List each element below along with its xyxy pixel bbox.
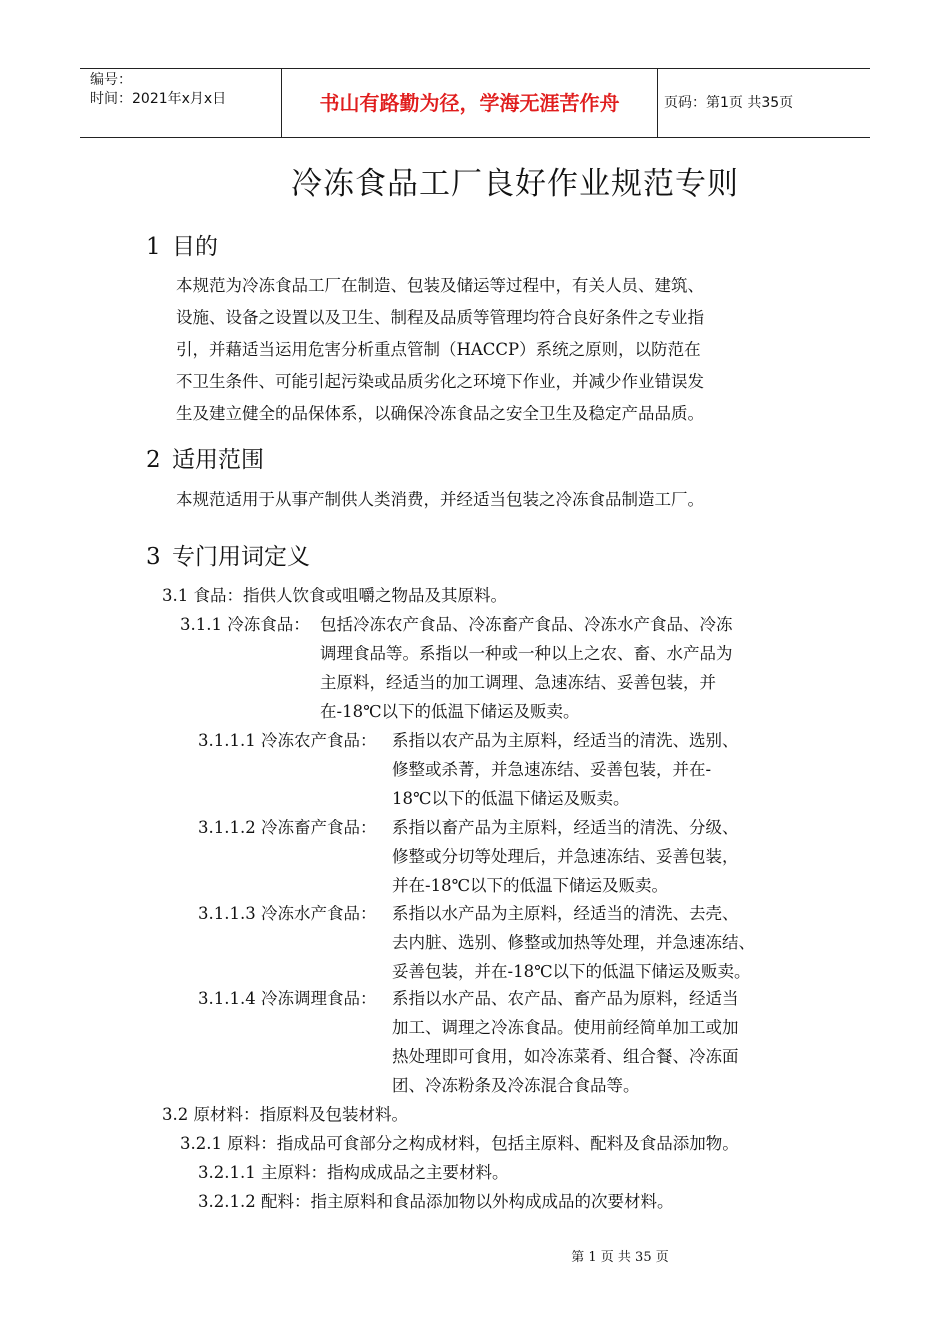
page-info: 页码：第1页 共35页 [664, 95, 794, 111]
definition-line: 调理食品等。系指以一种或一种以上之农、畜、水产品为 [320, 644, 733, 663]
date-label: 时间：2021年x月x日 [90, 91, 227, 107]
definition-label: 3.1.1.3 冷冻水产食品： [198, 904, 377, 923]
definition-label: 3.1.1 冷冻食品： [180, 615, 310, 634]
definition-body [392, 899, 755, 986]
section-number: 3 [146, 544, 161, 570]
section-title: 适用范围 [172, 447, 264, 473]
definition-line: 包括冷冻农产食品、冷冻畜产食品、冷冻水产食品、冷冻 [320, 615, 733, 634]
paragraph-line: 设施、设备之设置以及卫生、制程及品质等管理均符合良好条件之专业指 [176, 308, 704, 327]
definition-body [320, 610, 733, 726]
definition-line: 主原料，经适当的加工调理、急速冻结、妥善包装，并 [320, 673, 716, 692]
definition-line: 热处理即可食用，如冷冻菜肴、组合餐、冷冻面 [392, 1047, 739, 1066]
section-heading-1 [146, 228, 218, 261]
definition-line: 系指以水产品、农产品、畜产品为原料，经适当 [392, 989, 739, 1008]
definition-line: 系指以水产品为主原料，经适当的清洗、去壳、 [392, 904, 739, 923]
definition-3-1: 3.1 食品：指供人饮食或咀嚼之物品及其原料。 [162, 586, 507, 605]
section-1-paragraph [176, 270, 816, 430]
definition-line: 系指以农产品为主原料，经适当的清洗、选别、 [392, 731, 739, 750]
motto: 书山有路勤为径，学海无涯苦作舟 [282, 69, 658, 137]
header-table [80, 68, 870, 138]
definition-line: 团、冷冻粉条及冷冻混合食品等。 [392, 1076, 640, 1095]
paragraph-line: 不卫生条件、可能引起污染或品质劣化之环境下作业，并减少作业错误发 [176, 372, 704, 391]
paragraph-line: 本规范为冷冻食品工厂在制造、包装及储运等过程中，有关人员、建筑、 [176, 276, 704, 295]
paragraph-line: 生及建立健全的品保体系，以确保冷冻食品之安全卫生及稳定产品品质。 [176, 404, 704, 423]
definition-3-2-1-2: 3.2.1.2 配料：指主原料和食品添加物以外构成成品的次要材料。 [198, 1192, 674, 1211]
definition-line: 妥善包装，并在-18℃以下的低温下储运及贩卖。 [392, 962, 751, 981]
definition-3-2: 3.2 原材料：指原料及包装材料。 [162, 1105, 408, 1124]
definition-label: 3.1.1.1 冷冻农产食品： [198, 731, 377, 750]
paragraph-line: 引，并藉适当运用危害分析重点管制（HACCP）系统之原则，以防范在 [176, 340, 701, 359]
definition-line: 加工、调理之冷冻食品。使用前经简单加工或加 [392, 1018, 739, 1037]
definition-body [392, 984, 739, 1100]
definition-line: 并在-18℃以下的低温下储运及贩卖。 [392, 876, 669, 895]
page-footer: 第 1 页 共 35 页 [571, 1250, 669, 1265]
definition-body [392, 813, 739, 900]
section-title: 专门用词定义 [172, 544, 310, 570]
definition-label: 3.1.1.2 冷冻畜产食品： [198, 818, 377, 837]
definition-line: 修整或分切等处理后，并急速冻结、妥善包装， [392, 847, 739, 866]
definition-line: 系指以畜产品为主原料，经适当的清洗、分级、 [392, 818, 739, 837]
definition-3-2-1: 3.2.1 原料：指成品可食部分之构成材料，包括主原料、配料及食品添加物。 [180, 1134, 739, 1153]
definition-line: 在-18℃以下的低温下储运及贩卖。 [320, 702, 580, 721]
definition-line: 修整或杀菁，并急速冻结、妥善包装，并在- [392, 760, 712, 779]
section-2-paragraph [176, 484, 816, 516]
definition-line: 去内脏、选别、修整或加热等处理，并急速冻结、 [392, 933, 755, 952]
definition-3-2-1-1: 3.2.1.1 主原料：指构成成品之主要材料。 [198, 1163, 509, 1182]
header-meta-cell [80, 69, 282, 137]
section-number: 2 [146, 447, 161, 473]
paragraph-line: 本规范适用于从事产制供人类消费，并经适当包装之冷冻食品制造工厂。 [176, 490, 704, 509]
section-heading-3 [146, 538, 310, 571]
section-heading-2 [146, 441, 264, 474]
document-title: 冷冻食品工厂良好作业规范专则 [291, 166, 739, 202]
section-number: 1 [146, 234, 161, 260]
definition-line: 18℃以下的低温下储运及贩卖。 [392, 789, 630, 808]
definition-body [392, 726, 739, 813]
code-label: 编号： [90, 72, 132, 88]
definition-label: 3.1.1.4 冷冻调理食品： [198, 989, 377, 1008]
section-title: 目的 [172, 234, 218, 260]
